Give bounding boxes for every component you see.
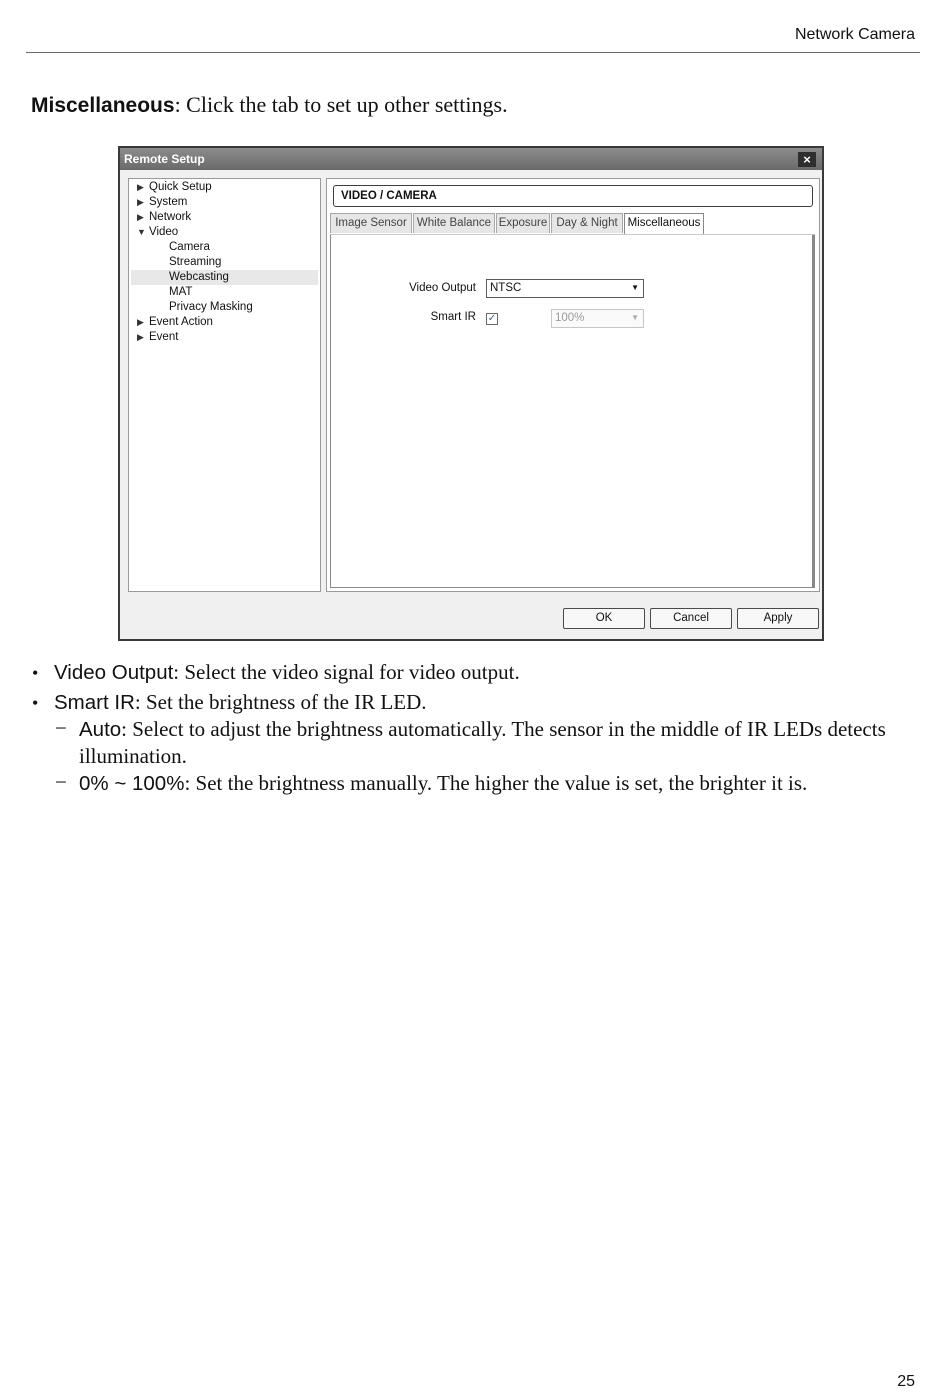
expand-arrow-icon[interactable]: ▶ [137,212,144,222]
tree-item-webcasting[interactable]: Webcasting [169,271,229,283]
tree-item-label: Quick Setup [149,181,212,193]
dash-icon: − [55,770,67,794]
intro-term: Miscellaneous [31,94,175,117]
sub-item-text: : Set the brightness manually. The higher the value is set, the brighter it is. [184,771,808,795]
bullet-term: Smart IR [54,691,135,714]
tab-white-balance[interactable]: White Balance [413,213,495,233]
sub-item-term: Auto [79,718,122,741]
tree-item-label: System [149,196,188,208]
dialog-title: Remote Setup [124,152,205,166]
tree-item-network[interactable] [137,211,191,223]
bullet-text: : Set the brightness of the IR LED. [134,690,427,714]
tree-item-streaming[interactable]: Streaming [169,256,222,268]
video-output-select[interactable] [486,279,644,298]
tab-day-night[interactable]: Day & Night [551,213,623,233]
content-heading-box [333,185,813,207]
smart-ir-level-value: 100% [555,312,585,324]
bullet-video-output [32,660,520,685]
tree-item-privacy-masking[interactable]: Privacy Masking [169,301,253,313]
close-icon[interactable]: × [798,152,816,167]
remote-setup-dialog [118,146,824,641]
bullet-term: Video Output [54,661,174,684]
smart-ir-level-select[interactable] [551,309,644,328]
tree-item-event-action[interactable] [137,316,213,328]
smart-ir-checkbox[interactable]: ✓ [487,313,497,324]
tree-item-camera[interactable]: Camera [169,241,210,253]
sub-item-text-block [79,770,919,797]
dialog-titlebar[interactable] [120,148,822,170]
bullet-text: : Select the video signal for video output. [173,660,520,684]
tree-item-label: Video [149,226,179,238]
tab-body [330,234,815,588]
tree-item-label: Event Action [149,316,213,328]
panel-edge [812,235,814,587]
running-header: Network Camera [794,26,915,43]
bullet-icon: • [32,693,39,713]
section-intro [31,92,508,118]
cancel-button[interactable]: Cancel [650,608,732,629]
settings-content-panel [326,178,820,592]
tab-exposure[interactable]: Exposure [496,213,550,233]
collapse-arrow-icon[interactable]: ▼ [137,227,146,237]
tree-item-label: Network [149,211,192,223]
tree-item-mat[interactable]: MAT [169,286,193,298]
tree-item-video[interactable] [137,226,178,238]
expand-arrow-icon[interactable]: ▶ [137,332,144,342]
video-output-value: NTSC [490,282,522,294]
bullet-smart-ir [32,690,427,715]
bullet-icon: • [32,663,39,683]
dropdown-arrow-icon[interactable]: ▼ [631,283,639,292]
smart-ir-label: Smart IR [430,311,476,323]
tree-item-system[interactable] [137,196,187,208]
video-output-label: Video Output [409,282,476,294]
sub-item-text: : Select to adjust the brightness automatically. The sensor in the middle of IR LEDs detects illumination. [79,717,886,768]
content-heading: VIDEO / CAMERA [341,190,437,202]
apply-button[interactable]: Apply [737,608,819,629]
header-rule [26,52,920,53]
page-number: 25 [897,1373,915,1390]
expand-arrow-icon[interactable]: ▶ [137,317,144,327]
sub-item-term: 0% ~ 100% [79,772,185,795]
settings-tree [128,178,321,592]
tree-item-label: Event [149,331,179,343]
dropdown-arrow-icon[interactable]: ▼ [631,313,639,322]
intro-text: : Click the tab to set up other settings. [174,92,508,117]
ok-button[interactable]: OK [563,608,645,629]
expand-arrow-icon[interactable]: ▶ [137,197,144,207]
tab-image-sensor[interactable]: Image Sensor [330,213,412,233]
expand-arrow-icon[interactable]: ▶ [137,182,144,192]
tree-item-quick-setup[interactable] [137,181,212,193]
tab-miscellaneous[interactable]: Miscellaneous [624,213,704,234]
tree-item-event[interactable] [137,331,178,343]
dash-icon: − [55,716,67,740]
sub-item-text-block [79,716,919,770]
